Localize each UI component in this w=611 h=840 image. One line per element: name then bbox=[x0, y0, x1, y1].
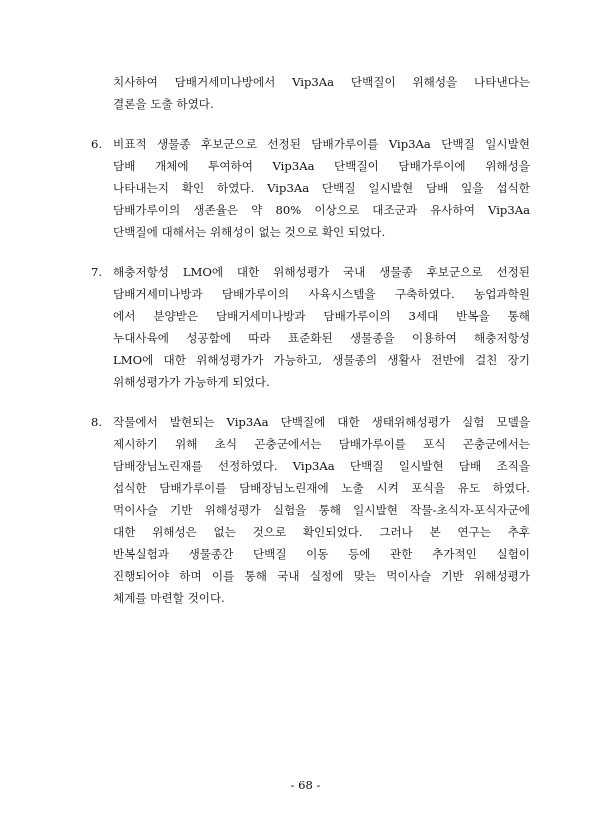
item-8-line-6 bbox=[0, 521, 611, 543]
item-7-line-5 bbox=[0, 349, 611, 371]
item-8-line-4 bbox=[0, 477, 611, 499]
item-8-line-1 bbox=[0, 411, 611, 433]
paragraph-text: 제시하기 위해 초식 곤충군에서는 담배가루이를 포식 곤충군에서는 bbox=[113, 437, 530, 451]
item-7-line-4 bbox=[0, 327, 611, 349]
item-6-line-1 bbox=[0, 133, 611, 155]
item-6-line-2 bbox=[0, 155, 611, 177]
item-7-line-6 bbox=[0, 371, 611, 393]
paragraph-text: 체계를 마련할 것이다. bbox=[113, 591, 225, 605]
paragraph-text: 에서 분양받은 담배거세미나방과 담배가루이의 3세대 반복을 통해 bbox=[113, 309, 530, 323]
page-number: - 68 - bbox=[290, 778, 321, 792]
paragraph-text: 먹이사슬 기반 위해성평가 실험을 통해 일시발현 작물-초식자-포식자군에 bbox=[113, 503, 530, 517]
intro-line-1 bbox=[0, 71, 611, 93]
paragraph-text: 치사하여 담배거세미나방에서 Vip3Aa 단백질이 위해성을 나타낸다는 bbox=[113, 75, 530, 89]
paragraph-text: 결론을 도출 하였다. bbox=[113, 97, 214, 111]
paragraph-text: 대한 위해성은 없는 것으로 확인되었다. 그러나 본 연구는 추후 bbox=[113, 525, 530, 539]
paragraph-text: 담배장님노린재를 선정하였다. Vip3Aa 단백질 일시발현 담배 조직을 bbox=[113, 459, 530, 473]
paragraph-text: 나타내는지 확인 하였다. Vip3Aa 단백질 일시발현 담배 잎을 섭식한 bbox=[113, 181, 530, 195]
paragraph-text: 반복실험과 생물종간 단백질 이동 등에 관한 추가적인 실험이 bbox=[113, 547, 530, 561]
intro-line-2 bbox=[0, 93, 611, 115]
item-8-line-8 bbox=[0, 565, 611, 587]
paragraph-text: 비표적 생물종 후보군으로 선정된 담배가루이를 Vip3Aa 단백질 일시발현 bbox=[113, 137, 530, 151]
item-8-line-5 bbox=[0, 499, 611, 521]
item-8-line-2 bbox=[0, 433, 611, 455]
list-item-number: 7. bbox=[91, 265, 103, 279]
paragraph-text: 담배가루이의 생존율은 약 80% 이상으로 대조군과 유사하여 Vip3Aa bbox=[113, 203, 530, 217]
paragraph-text: 작물에서 발현되는 Vip3Aa 단백질에 대한 생태위해성평가 실험 모델을 bbox=[113, 415, 530, 429]
paragraph-text: 담배거세미나방과 담배가루이의 사육시스템을 구축하였다. 농업과학원 bbox=[113, 287, 530, 301]
item-6-line-4 bbox=[0, 199, 611, 221]
item-8-line-3 bbox=[0, 455, 611, 477]
paragraph-text: 담배 개체에 투여하여 Vip3Aa 단백질이 담배가루이에 위해성을 bbox=[113, 159, 530, 173]
item-8-line-9 bbox=[0, 587, 611, 609]
item-6-line-3 bbox=[0, 177, 611, 199]
item-7-line-1 bbox=[0, 261, 611, 283]
paragraph-text: 섭식한 담배가루이를 담배장님노린재에 노출 시켜 포식을 유도 하였다. bbox=[113, 481, 530, 495]
paragraph-text: 진행되어야 하며 이를 통해 국내 실정에 맞는 먹이사슬 기반 위해성평가 bbox=[113, 569, 530, 583]
list-item-number: 6. bbox=[91, 137, 103, 151]
item-7-line-2 bbox=[0, 283, 611, 305]
paragraph-text: 단백질에 대해서는 위해성이 없는 것으로 확인 되었다. bbox=[113, 225, 386, 239]
item-7-line-3 bbox=[0, 305, 611, 327]
paragraph-text: 누대사육에 성공함에 따라 표준화된 생물종을 이용하여 해충저항성 bbox=[113, 331, 530, 345]
paragraph-text: 해충저항성 LMO에 대한 위해성평가 국내 생물종 후보군으로 선정된 bbox=[113, 265, 530, 279]
item-8-line-7 bbox=[0, 543, 611, 565]
paragraph-text: LMO에 대한 위해성평가가 가능하고, 생물종의 생활사 전반에 걸친 장기 bbox=[113, 353, 530, 367]
item-6-line-5 bbox=[0, 221, 611, 243]
paragraph-text: 위해성평가가 가능하게 되었다. bbox=[113, 375, 270, 389]
list-item-number: 8. bbox=[91, 415, 103, 429]
